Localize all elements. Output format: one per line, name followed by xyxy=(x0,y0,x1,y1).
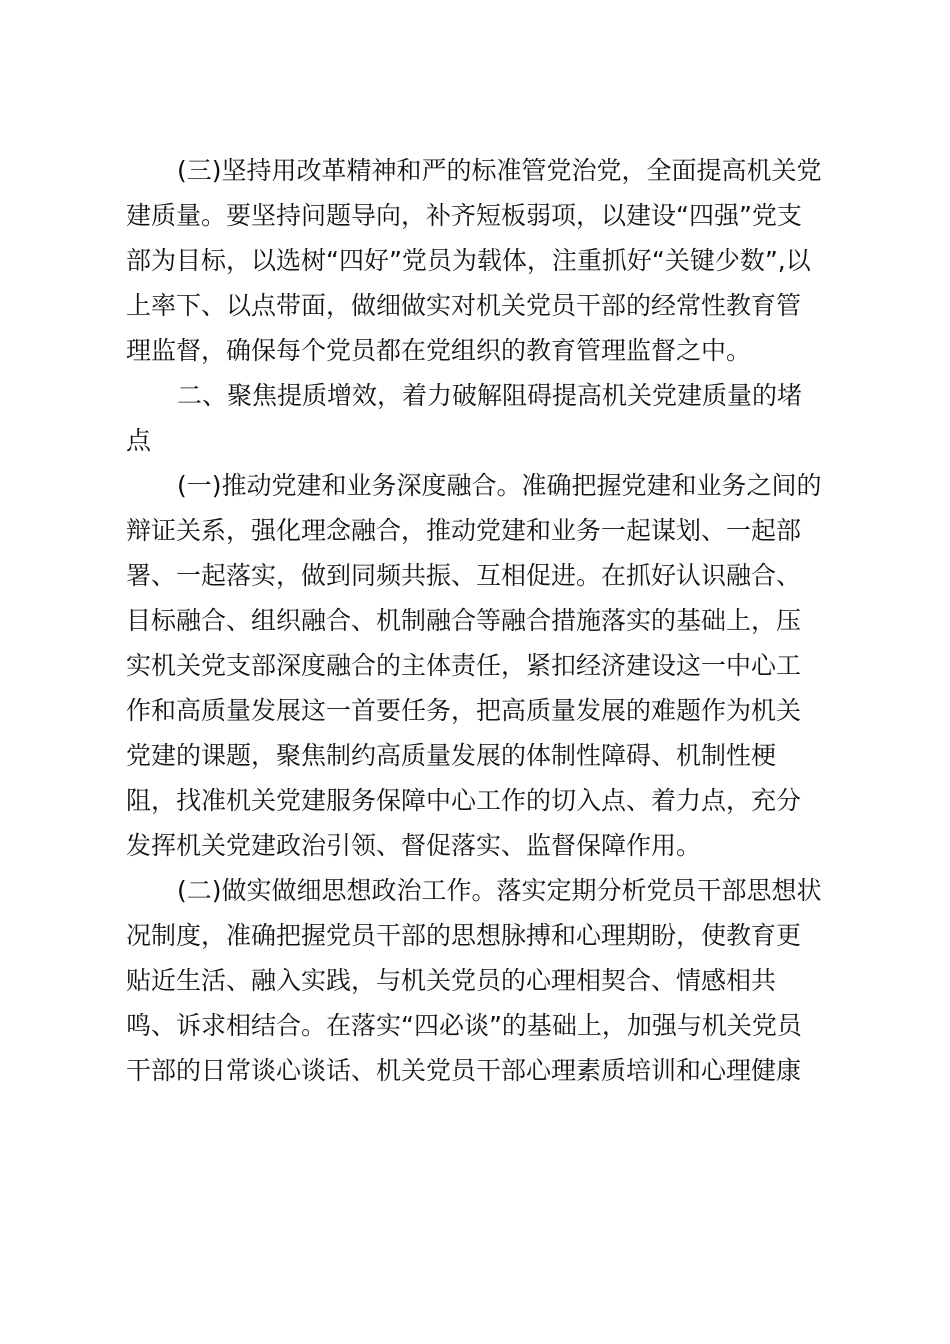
text-line: 贴近生活、融入实践，与机关党员的心理相契合、情感相共 xyxy=(126,966,777,995)
text-line: 干部的日常谈心谈话、机关党员干部心理素质培训和心理健康 xyxy=(126,1056,802,1085)
text-line: 实机关党支部深度融合的主体责任，紧扣经济建设这一中心工 xyxy=(126,651,802,680)
document-body xyxy=(126,148,826,1093)
text-line: 作和高质量发展这一首要任务，把高质量发展的难题作为机关 xyxy=(126,696,802,725)
text-line: 部为目标，以选树“四好”党员为载体，注重抓好“关键少数”,以 xyxy=(126,246,811,275)
text-line: (二)做实做细思想政治工作。落实定期分析党员干部思想状 xyxy=(177,876,822,905)
text-line: 鸣、诉求相结合。在落实“四必谈”的基础上，加强与机关党员 xyxy=(126,1011,802,1040)
section-heading xyxy=(126,373,826,463)
paragraph-section-2-item-1 xyxy=(126,463,826,868)
text-line: 署、一起落实，做到同频共振、互相促进。在抓好认识融合、 xyxy=(126,561,802,590)
text-line: (一)推动党建和业务深度融合。准确把握党建和业务之间的 xyxy=(177,471,822,500)
text-line: 阻，找准机关党建服务保障中心工作的切入点、着力点，充分 xyxy=(126,786,802,815)
paragraph-section-2-item-2 xyxy=(126,868,826,1093)
text-line: 建质量。要坚持问题导向，补齐短板弱项，以建设“四强”党支 xyxy=(126,201,802,230)
heading-line: 点 xyxy=(126,426,152,455)
heading-line: 二、聚焦提质增效，着力破解阻碍提高机关党建质量的堵 xyxy=(177,381,803,410)
text-line: 发挥机关党建政治引领、督促落实、监督保障作用。 xyxy=(126,831,702,860)
text-line: 理监督，确保每个党员都在党组织的教育管理监督之中。 xyxy=(126,336,752,365)
text-line: 况制度，准确把握党员干部的思想脉搏和心理期盼，使教育更 xyxy=(126,921,802,950)
paragraph-section-1-item-3 xyxy=(126,148,826,373)
text-line: 目标融合、组织融合、机制融合等融合措施落实的基础上，压 xyxy=(126,606,802,635)
text-line: 党建的课题，聚焦制约高质量发展的体制性障碍、机制性梗 xyxy=(126,741,777,770)
text-line: 上率下、以点带面，做细做实对机关党员干部的经常性教育管 xyxy=(126,291,802,320)
text-line: (三)坚持用改革精神和严的标准管党治党，全面提高机关党 xyxy=(177,156,822,185)
text-line: 辩证关系，强化理念融合，推动党建和业务一起谋划、一起部 xyxy=(126,516,802,545)
